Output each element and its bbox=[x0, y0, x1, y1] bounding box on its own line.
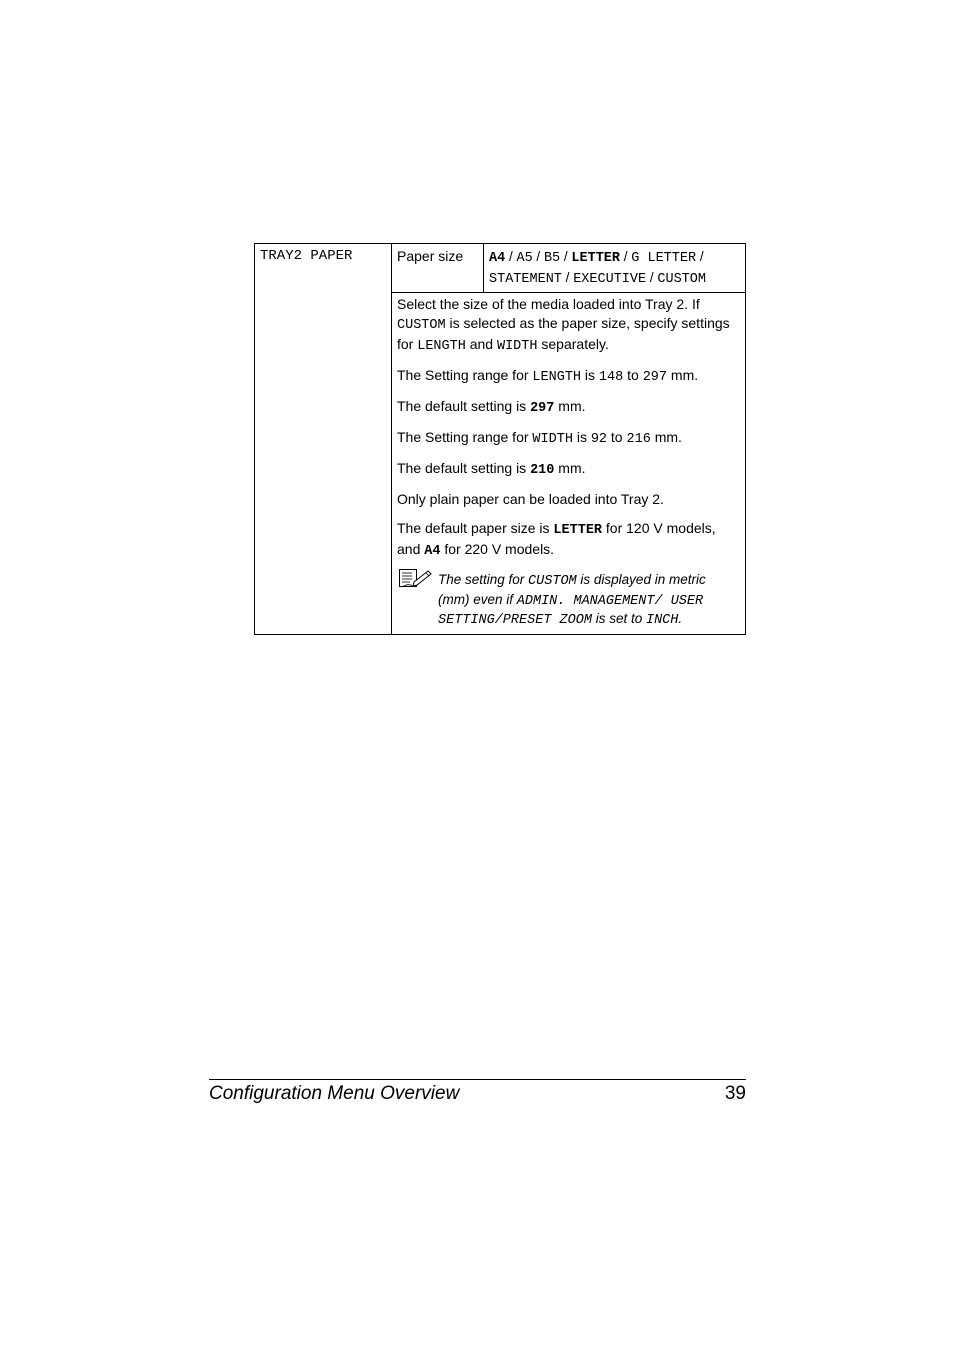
option-separator: / bbox=[532, 249, 544, 264]
option-separator: / bbox=[561, 270, 574, 285]
setting-label: Paper size bbox=[397, 248, 464, 264]
description-cell bbox=[392, 293, 746, 635]
footer-title: Configuration Menu Overview bbox=[209, 1083, 460, 1104]
paper-size-option: LETTER bbox=[571, 251, 621, 266]
note-pencil-icon bbox=[398, 568, 432, 590]
option-separator: / bbox=[505, 249, 517, 264]
option-separator: / bbox=[696, 249, 704, 264]
paper-size-option: STATEMENT bbox=[489, 272, 562, 287]
desc-paragraph-width-range: The Setting range for WIDTH is 92 to 216 mm. bbox=[397, 429, 682, 447]
menu-item-name: TRAY2 PAPER bbox=[260, 248, 353, 264]
paper-size-option: A4 bbox=[489, 251, 506, 266]
option-separator: / bbox=[620, 249, 632, 264]
paper-size-option: B5 bbox=[543, 251, 561, 266]
desc-paragraph-default-size: The default paper size is LETTER for 120 V models, and A4 for 220 V models. bbox=[397, 520, 716, 559]
paper-size-option: G LETTER bbox=[631, 251, 697, 266]
paper-size-option: EXECUTIVE bbox=[573, 272, 647, 287]
page-number: 39 bbox=[724, 1083, 746, 1104]
paper-size-option: CUSTOM bbox=[657, 272, 706, 287]
option-separator: / bbox=[646, 270, 658, 285]
options-cell bbox=[484, 244, 746, 293]
desc-paragraph-width-default: The default setting is 210 mm. bbox=[397, 460, 586, 478]
desc-paragraph-plain-paper: Only plain paper can be loaded into Tray 2. bbox=[397, 491, 664, 507]
option-separator: / bbox=[560, 249, 572, 264]
menu-settings-table bbox=[254, 243, 746, 635]
setting-label-cell bbox=[392, 244, 484, 293]
desc-paragraph-select: Select the size of the media loaded into Tray 2. If CUSTOM is selected as the paper size, specify settings for LENGTH and WIDTH separately. bbox=[397, 296, 730, 354]
description bbox=[392, 293, 745, 634]
note: The setting for CUSTOM is displayed in metric (mm) even if ADMIN. MANAGEMENT/ USER SETTING/PRESET ZOOM is set to INCH. bbox=[397, 571, 740, 630]
menu-item-cell bbox=[255, 244, 392, 635]
desc-paragraph-length-default: The default setting is 297 mm. bbox=[397, 398, 586, 416]
paper-size-option: A5 bbox=[516, 251, 533, 266]
desc-paragraph-length-range: The Setting range for LENGTH is 148 to 297 mm. bbox=[397, 367, 699, 385]
page-footer bbox=[209, 1079, 746, 1104]
paper-size-options bbox=[484, 244, 745, 292]
